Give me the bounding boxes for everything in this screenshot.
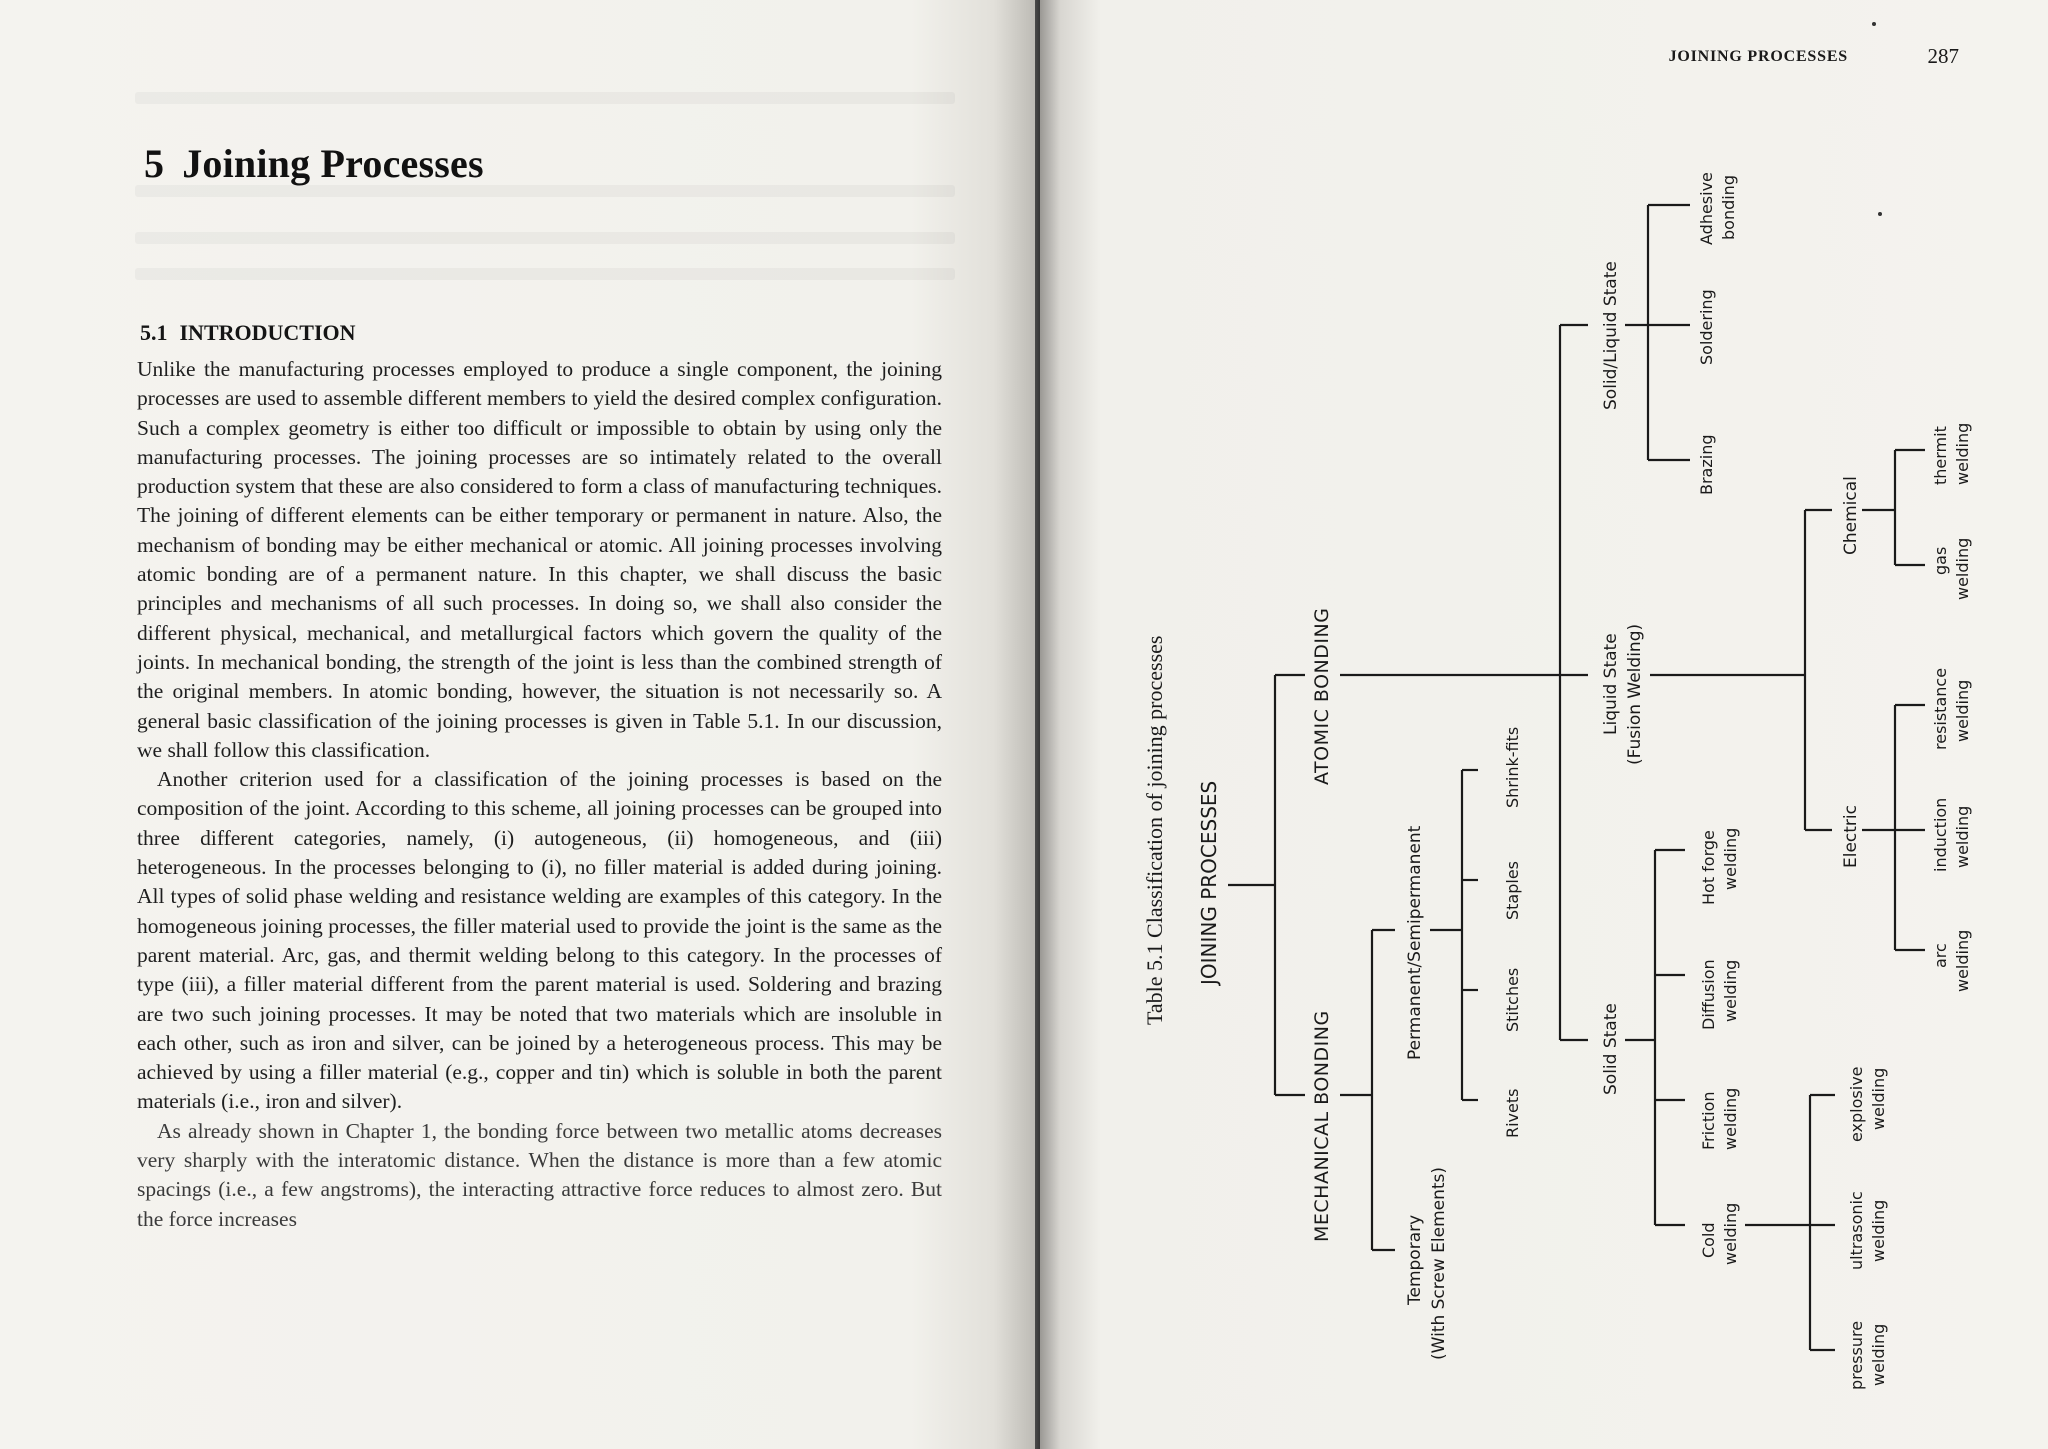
solid-liquid-label: Solid/Liquid State	[1601, 261, 1621, 410]
temporary-note: (With Screw Elements)	[1429, 1166, 1449, 1360]
pressure-label: pressure	[1847, 1320, 1866, 1390]
body-text	[137, 355, 942, 1234]
electric-label: Electric	[1841, 805, 1861, 868]
section-heading	[140, 320, 356, 346]
permanent-label: Permanent/Semipermanent	[1405, 825, 1425, 1060]
fusion-welding-label: (Fusion Welding)	[1625, 623, 1645, 765]
mechanical-bonding-label: MECHANICAL BONDING	[1311, 1010, 1333, 1242]
paragraph: Another criterion used for a classification of the joining processes is based on the composition of the joint. According to this scheme, all joining processes can be grouped into three different categories, namely, (i) autogeneous, (ii) homogeneous, and (iii) heterogeneous. In the processes belonging to (i), no filler material is added during joining. All types of solid phase welding and resistance welding are examples of this category. In the homogeneous joining processes, the filler material used to provide the joint is the same as the parent material. Arc, gas, and thermit welding belong to this category. In the processes of type (iii), a filler material different from the parent material is used. Soldering and brazing are two such joining processes. It may be noted that two materials which are insoluble in each other, such as iron and silver, can be joined by a heterogeneous process. This may be achieved by using a filler material (e.g., copper and tin) which is soluble in both the parent materials (i.e., iron and silver).	[137, 767, 942, 1114]
hot-forge-welding-label: welding	[1721, 827, 1740, 890]
ultrasonic-welding-label: welding	[1869, 1199, 1888, 1262]
pressure-welding-label: welding	[1869, 1323, 1888, 1386]
chapter-name: Joining Processes	[182, 141, 484, 186]
gas-welding-label: welding	[1953, 537, 1972, 600]
running-head: JOINING PROCESSES	[1668, 48, 1848, 65]
induction-welding-label: welding	[1953, 805, 1972, 868]
cold-welding-label: welding	[1721, 1202, 1740, 1265]
chapter-title	[144, 140, 484, 187]
friction-welding-label: welding	[1721, 1087, 1740, 1150]
bonding-label: bonding	[1719, 175, 1738, 240]
section-title: INTRODUCTION	[179, 320, 356, 345]
paragraph: As already shown in Chapter 1, the bonding force between two metallic atoms decreases very sharply with the interatomic distance. When the distance is more than a few atomic spacings (i.e., a few angstroms), the interacting attractive force reduces to almost zero. But the force increases	[137, 1118, 942, 1231]
stitches-label: Stitches	[1503, 967, 1522, 1032]
liquid-state-label: Liquid State	[1601, 633, 1621, 735]
paragraph: Unlike the manufacturing processes employed to produce a single component, the joining processes are used to assemble different members to yield the desired complex configuration. Such a complex geometry is either too difficult or impossible to obtain by using only the manufacturing processes. The joining processes are so intimately related to the overall production system that these are also considered to form a class of manufacturing techniques. The joining of different elements can be either temporary or permanent in nature. Also, the mechanism of bonding may be either mechanical or atomic. All joining processes involving atomic bonding are of a permanent nature. In this chapter, we shall discuss the basic principles and mechanisms of all such processes. In doing so, we shall also consider the different physical, mechanical, and metallurgical factors which govern the quality of the joints. In mechanical bonding, the strength of the joint is less than the combined strength of the original members. In atomic bonding, however, the situation is not necessarily so. A general basic classification of the joining processes is given in Table 5.1. In our discussion, we shall follow this classification.	[137, 357, 942, 762]
page-number: 287	[1927, 44, 1959, 68]
chapter-number: 5	[144, 141, 165, 186]
resistance-welding-label: welding	[1953, 679, 1972, 742]
diffusion-label: Diffusion	[1699, 959, 1718, 1030]
show-through-line	[135, 268, 955, 280]
temporary-label: Temporary	[1405, 1214, 1425, 1305]
table-caption: Table 5.1 Classification of joining processes	[1142, 635, 1167, 1025]
rivets-label: Rivets	[1503, 1088, 1522, 1138]
arc-welding-label: welding	[1953, 929, 1972, 992]
section-number: 5.1	[140, 320, 168, 345]
right-page	[1040, 0, 2048, 1449]
thermit-label: thermit	[1931, 426, 1950, 485]
explosive-welding-label: welding	[1869, 1067, 1888, 1130]
diffusion-welding-label: welding	[1721, 959, 1740, 1022]
thermit-welding-label: welding	[1953, 422, 1972, 485]
gas-label: gas	[1931, 546, 1950, 575]
ultrasonic-label: ultrasonic	[1847, 1191, 1866, 1270]
staples-label: Staples	[1503, 860, 1522, 920]
chemical-label: Chemical	[1841, 476, 1861, 555]
cold-label: Cold	[1699, 1222, 1718, 1258]
resistance-label: resistance	[1931, 667, 1950, 750]
explosive-label: explosive	[1847, 1066, 1866, 1142]
arc-label: arc	[1931, 943, 1950, 968]
hot-forge-label: Hot forge	[1699, 830, 1718, 905]
friction-label: Friction	[1699, 1091, 1718, 1150]
tree-root: JOINING PROCESSES	[1197, 780, 1221, 985]
brazing-label: Brazing	[1697, 434, 1716, 495]
induction-label: induction	[1931, 797, 1950, 872]
solid-state-label: Solid State	[1601, 1003, 1621, 1095]
atomic-bonding-label: ATOMIC BONDING	[1311, 607, 1333, 785]
adhesive-label: Adhesive	[1697, 172, 1716, 245]
soldering-label: Soldering	[1697, 289, 1716, 365]
show-through-line	[135, 92, 955, 104]
show-through-line	[135, 232, 955, 244]
classification-tree	[1040, 0, 2048, 1449]
shrink-fits-label: Shrink-fits	[1503, 726, 1522, 808]
